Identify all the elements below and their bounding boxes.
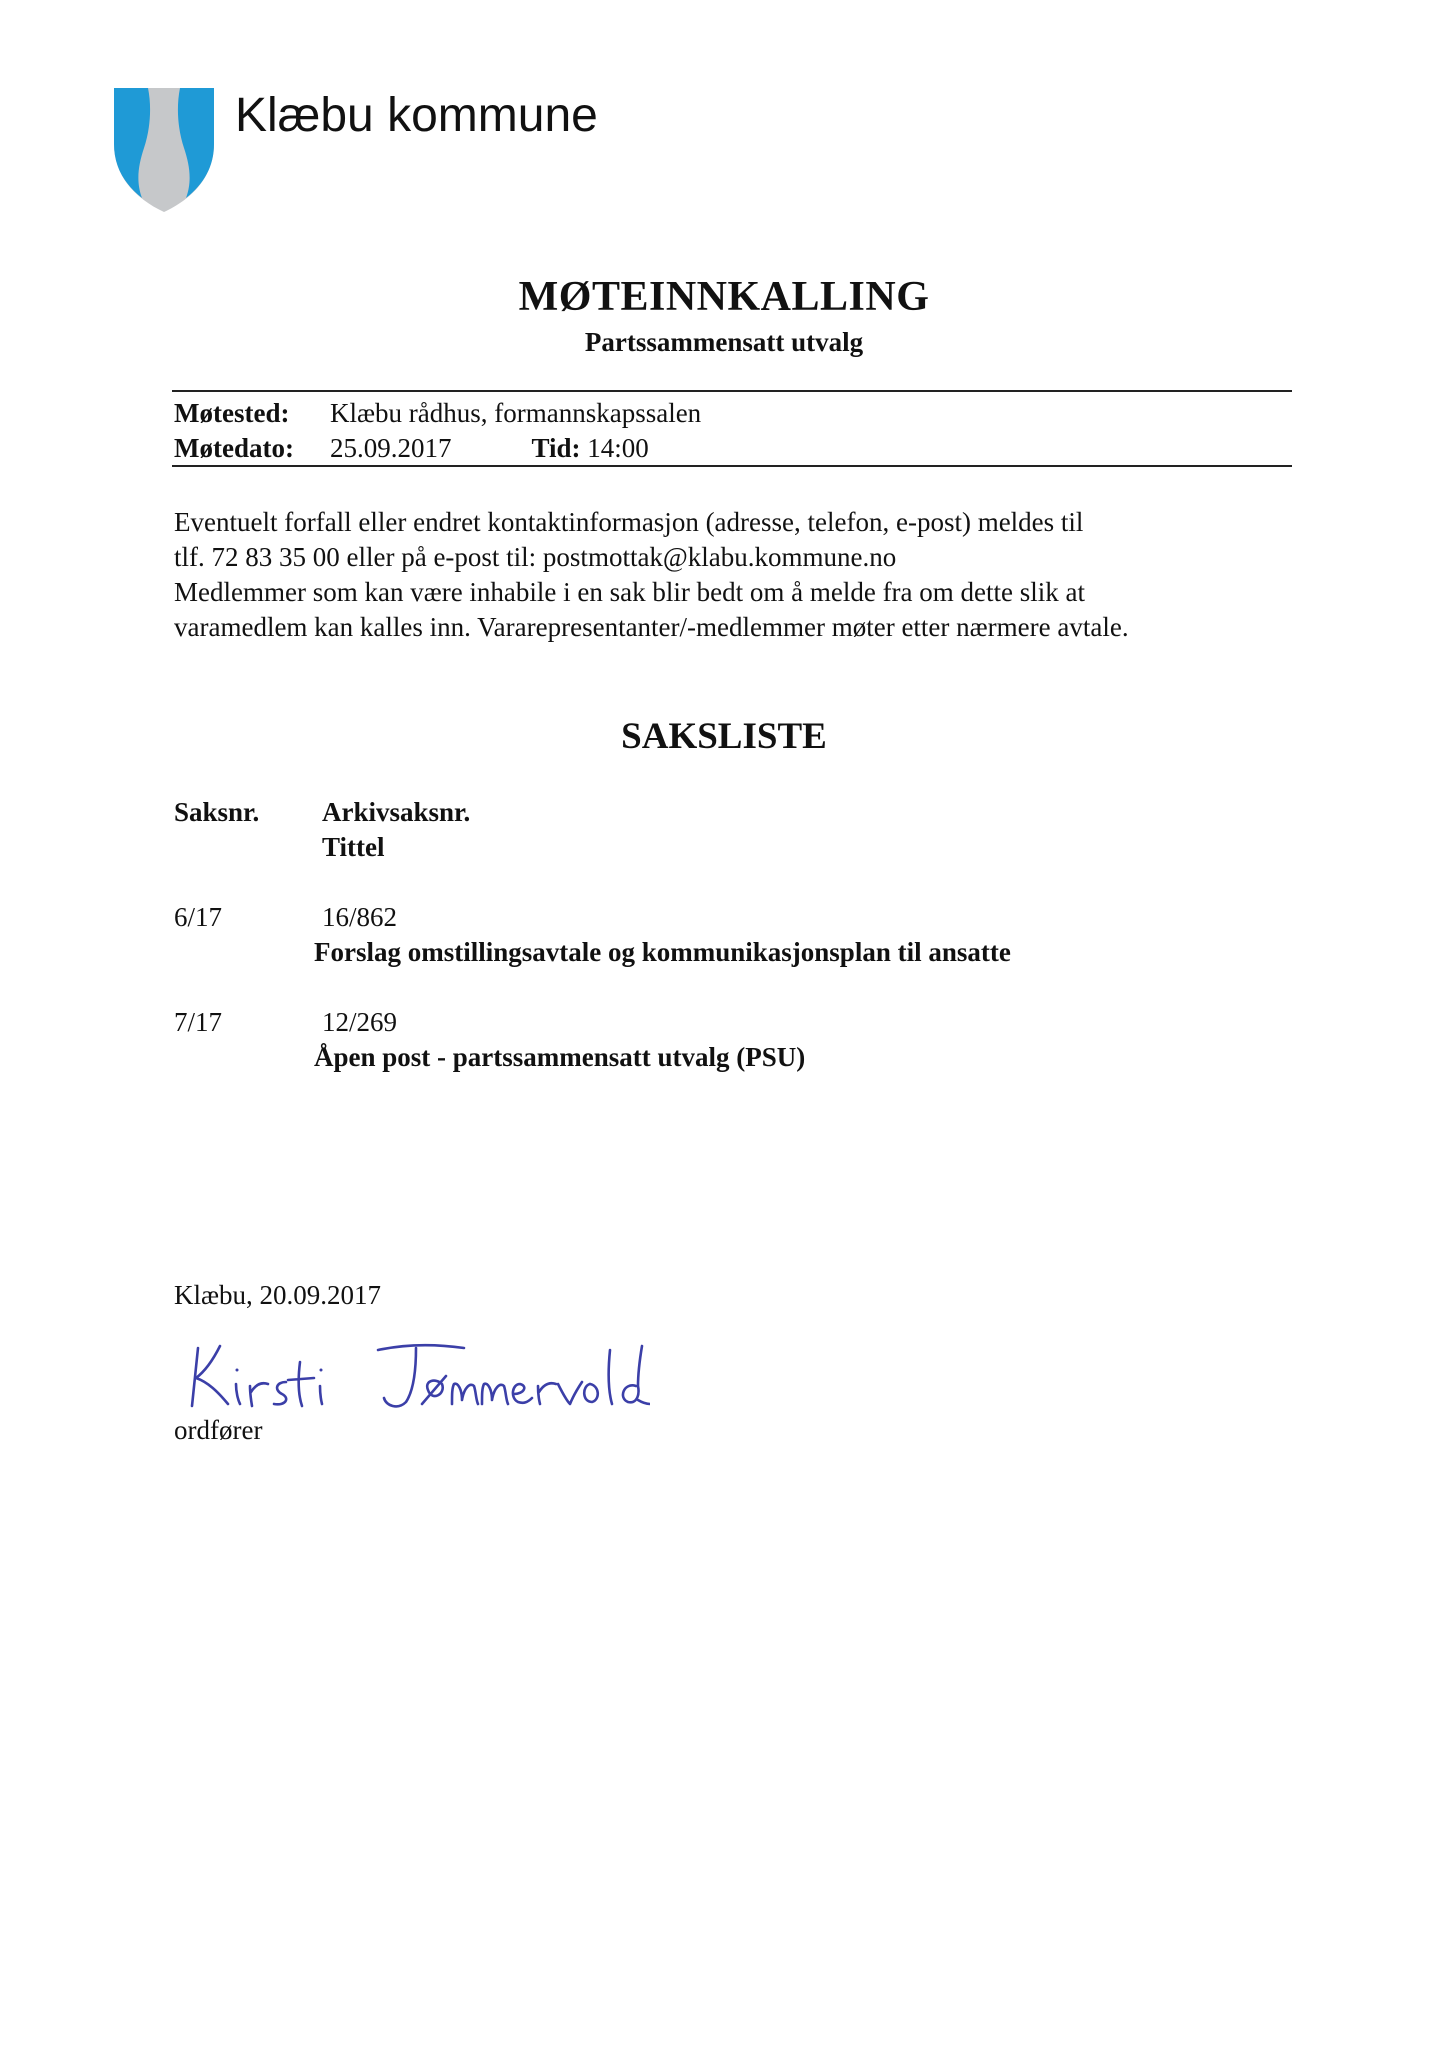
agenda-item-title: Forslag omstillingsavtale og kommunikasjonsplan til ansatte xyxy=(314,937,1011,967)
signatory-role: ordfører xyxy=(174,1415,263,1445)
coat-of-arms-icon xyxy=(112,86,216,214)
agenda-item-saksnr: 6/17 xyxy=(174,902,223,932)
notice-line: tlf. 72 83 35 00 eller på e-post til: postmottak@klabu.kommune.no xyxy=(174,542,897,572)
agenda-item-saksnr: 7/17 xyxy=(174,1007,223,1037)
meeting-place-row xyxy=(174,398,701,429)
place-and-date: Klæbu, 20.09.2017 xyxy=(174,1280,382,1310)
agenda-item-arkivsaksnr: 12/269 xyxy=(322,1007,398,1037)
notice-paragraph xyxy=(174,505,1314,645)
agenda-item-arkivsaksnr: 16/862 xyxy=(322,902,398,932)
organization-name: Klæbu kommune xyxy=(235,89,598,142)
divider-top xyxy=(172,390,1292,392)
divider-bottom xyxy=(172,465,1292,467)
column-header-tittel: Tittel xyxy=(322,832,385,862)
handwritten-signature xyxy=(180,1332,650,1414)
column-header-arkivsaksnr: Arkivsaksnr. xyxy=(322,797,471,827)
meeting-date-value: 25.09.2017 xyxy=(330,433,452,463)
committee-name: Partssammensatt utvalg xyxy=(584,327,864,357)
meeting-place-value: Klæbu rådhus, formannskapssalen xyxy=(330,398,702,428)
notice-line: Eventuelt forfall eller endret kontaktinformasjon (adresse, telefon, e-post) meldes til xyxy=(174,507,1084,537)
column-header-saksnr: Saksnr. xyxy=(174,797,260,827)
meeting-time-label: Tid: xyxy=(531,433,581,463)
meeting-date-row xyxy=(174,433,649,464)
notice-line: Medlemmer som kan være inhabile i en sak blir bedt om å melde fra om dette slik at xyxy=(174,577,1085,607)
agenda-heading: SAKSLISTE xyxy=(621,716,827,757)
meeting-date-label: Møtedato: xyxy=(174,433,294,463)
agenda-item-title: Åpen post - partssammensatt utvalg (PSU) xyxy=(314,1042,806,1072)
meeting-time-value: 14:00 xyxy=(587,433,649,463)
meeting-place-label: Møtested: xyxy=(174,398,290,428)
notice-line: varamedlem kan kalles inn. Vararepresentanter/-medlemmer møter etter nærmere avtale. xyxy=(174,612,1129,642)
document-title: MØTEINNKALLING xyxy=(518,274,930,320)
